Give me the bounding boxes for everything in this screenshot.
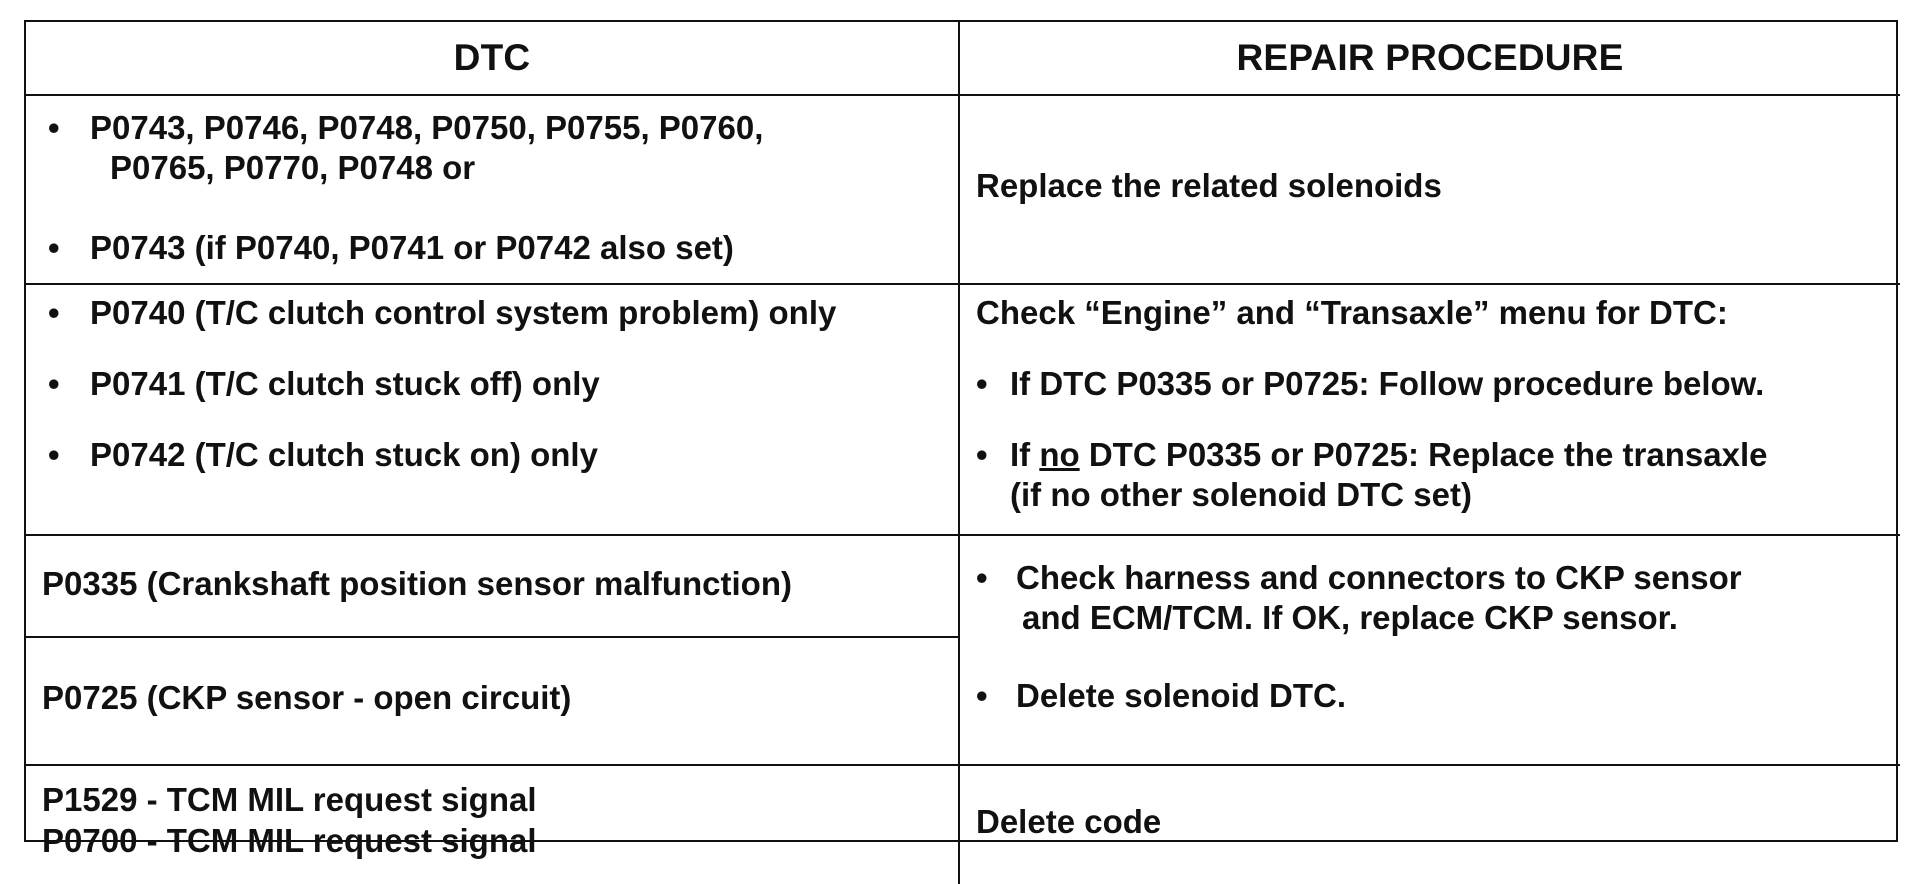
- repair-intro: Check “Engine” and “Transaxle” menu for DTC:: [976, 294, 1728, 331]
- bullet-icon: •: [48, 294, 60, 331]
- bullet-icon: •: [976, 559, 988, 596]
- header-repair: [960, 22, 1900, 96]
- dtc-line: P0740 (T/C clutch control system problem) only: [90, 294, 837, 331]
- repair-text: Replace the related solenoids: [976, 167, 1442, 204]
- repair-line: If: [1010, 436, 1040, 473]
- row1-dtc-cell: [26, 96, 960, 285]
- header-dtc: [26, 22, 960, 96]
- header-dtc-label: DTC: [453, 37, 531, 78]
- bullet-icon: •: [48, 365, 60, 402]
- repair-text: Delete code: [976, 803, 1162, 840]
- repair-line: DTC P0335 or P0725: Replace the transaxle: [1079, 436, 1768, 473]
- list-item: [976, 676, 1346, 716]
- list-item: [976, 558, 1742, 638]
- row2-dtc-cell: [26, 285, 960, 536]
- repair-line: and ECM/TCM. If OK, replace CKP sensor.: [1022, 599, 1678, 636]
- list-item: [48, 293, 836, 333]
- dtc-line: P0765, P0770, P0748 or: [110, 149, 476, 186]
- dtc-line: P0741 (T/C clutch stuck off) only: [90, 365, 600, 402]
- bullet-icon: •: [976, 365, 988, 402]
- dtc-text: P1529 - TCM MIL request signal: [42, 781, 537, 818]
- dtc-text: P0725 (CKP sensor - open circuit): [42, 679, 572, 716]
- row4-repair-cell: [960, 766, 1900, 884]
- row4-dtc-cell: [26, 766, 960, 884]
- bullet-icon: •: [48, 109, 60, 146]
- list-item: [48, 228, 734, 268]
- bullet-icon: •: [48, 229, 60, 266]
- row3-repair-cell: [960, 536, 1900, 766]
- repair-line: Check harness and connectors to CKP sensor: [1016, 559, 1742, 596]
- dtc-text: P0700 - TCM MIL request signal: [42, 822, 537, 859]
- row2-repair-cell: [960, 285, 1900, 536]
- repair-line: Delete solenoid DTC.: [1016, 677, 1347, 714]
- dtc-line: P0743, P0746, P0748, P0750, P0755, P0760,: [90, 109, 764, 146]
- dtc-text: P0335 (Crankshaft position sensor malfunction): [42, 565, 792, 602]
- bullet-icon: •: [48, 436, 60, 473]
- dtc-line: P0742 (T/C clutch stuck on) only: [90, 436, 598, 473]
- list-item: [48, 435, 598, 475]
- repair-line: (if no other solenoid DTC set): [1010, 476, 1472, 513]
- list-item: [48, 108, 763, 188]
- header-repair-label: REPAIR PROCEDURE: [1236, 37, 1624, 78]
- row3a-dtc-cell: [26, 536, 960, 638]
- repair-line: If DTC P0335 or P0725: Follow procedure below.: [1010, 365, 1765, 402]
- bullet-icon: •: [976, 677, 988, 714]
- list-item: [976, 435, 1767, 515]
- list-item: [976, 364, 1764, 404]
- dtc-line: P0743 (if P0740, P0741 or P0742 also set): [90, 229, 734, 266]
- bullet-icon: •: [976, 436, 988, 473]
- list-item: [48, 364, 600, 404]
- row3b-dtc-cell: [26, 638, 960, 766]
- row1-repair-cell: [960, 96, 1900, 285]
- repair-line-emphasis: no: [1039, 436, 1080, 473]
- dtc-repair-table: [24, 20, 1898, 859]
